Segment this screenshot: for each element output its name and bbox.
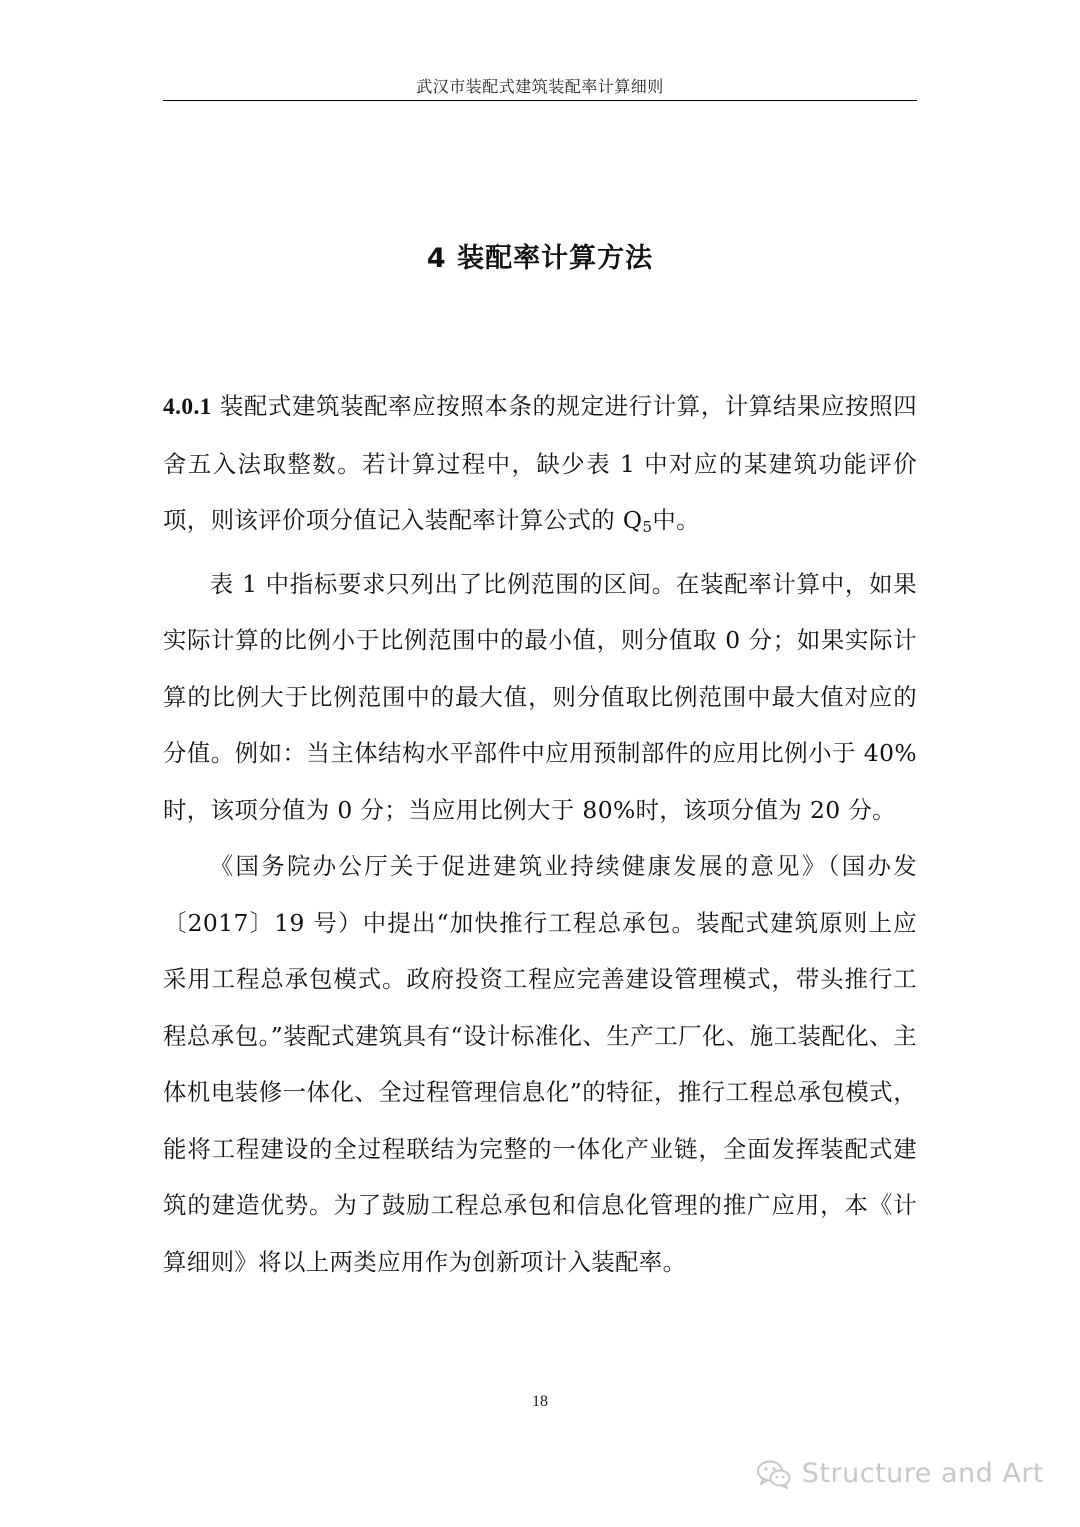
paragraph-table-note: 表 1 中指标要求只列出了比例范围的区间。在装配率计算中，如果实际计算的比例小于比例范围中的最小值，则分值取 0 分；如果实际计算的比例大于比例范围中的最大值，则分值取比例范围中最大值对应的分值。例如：当主体结构水平部件中应用预制部件的应用比例小于 40%时，该项分值为 0 分；当应用比例大于 80%时，该项分值为 20 分。 [163, 569, 917, 824]
chapter-title: 4 装配率计算方法 [426, 243, 654, 274]
subscript: 5 [642, 518, 653, 536]
header-rule [163, 100, 917, 101]
page-number: 18 [532, 1393, 548, 1410]
wechat-icon [756, 1459, 792, 1489]
body-text [163, 378, 917, 1290]
paragraph-text-end: 中。 [652, 506, 700, 534]
paragraph-4-0-1 [163, 378, 917, 556]
watermark-text: Structure and Art [801, 1458, 1044, 1489]
running-header: 武汉市装配式建筑装配率计算细则 [416, 77, 664, 96]
clause-number: 4.0.1 [163, 394, 212, 420]
paragraph-policy: 《国务院办公厅关于促进建筑业持续健康发展的意见》（国办发〔2017〕19 号）中提出“加快推行工程总承包。装配式建筑原则上应采用工程总承包模式。政府投资工程应完善建设管理模式，带头推行工程总承包。”装配式建筑具有“设计标准化、生产工厂化、施工装配化、主体机电装修一体化、全过程管理信息化”的特征，推行工程总承包模式，能将工程建设的全过程联结为完整的一体化产业链，全面发挥装配式建筑的建造优势。为了鼓励工程总承包和信息化管理的推广应用，本《计算细则》将以上两类应用作为创新项计入装配率。 [163, 852, 917, 1276]
paragraph-text: 装配式建筑装配率应按照本条的规定进行计算，计算结果应按照四舍五入法取整数。若计算过程中，缺少表 1 中对应的某建筑功能评价项，则该评价项分值记入装配率计算公式的 Q [163, 392, 917, 534]
watermark [756, 1458, 1044, 1489]
